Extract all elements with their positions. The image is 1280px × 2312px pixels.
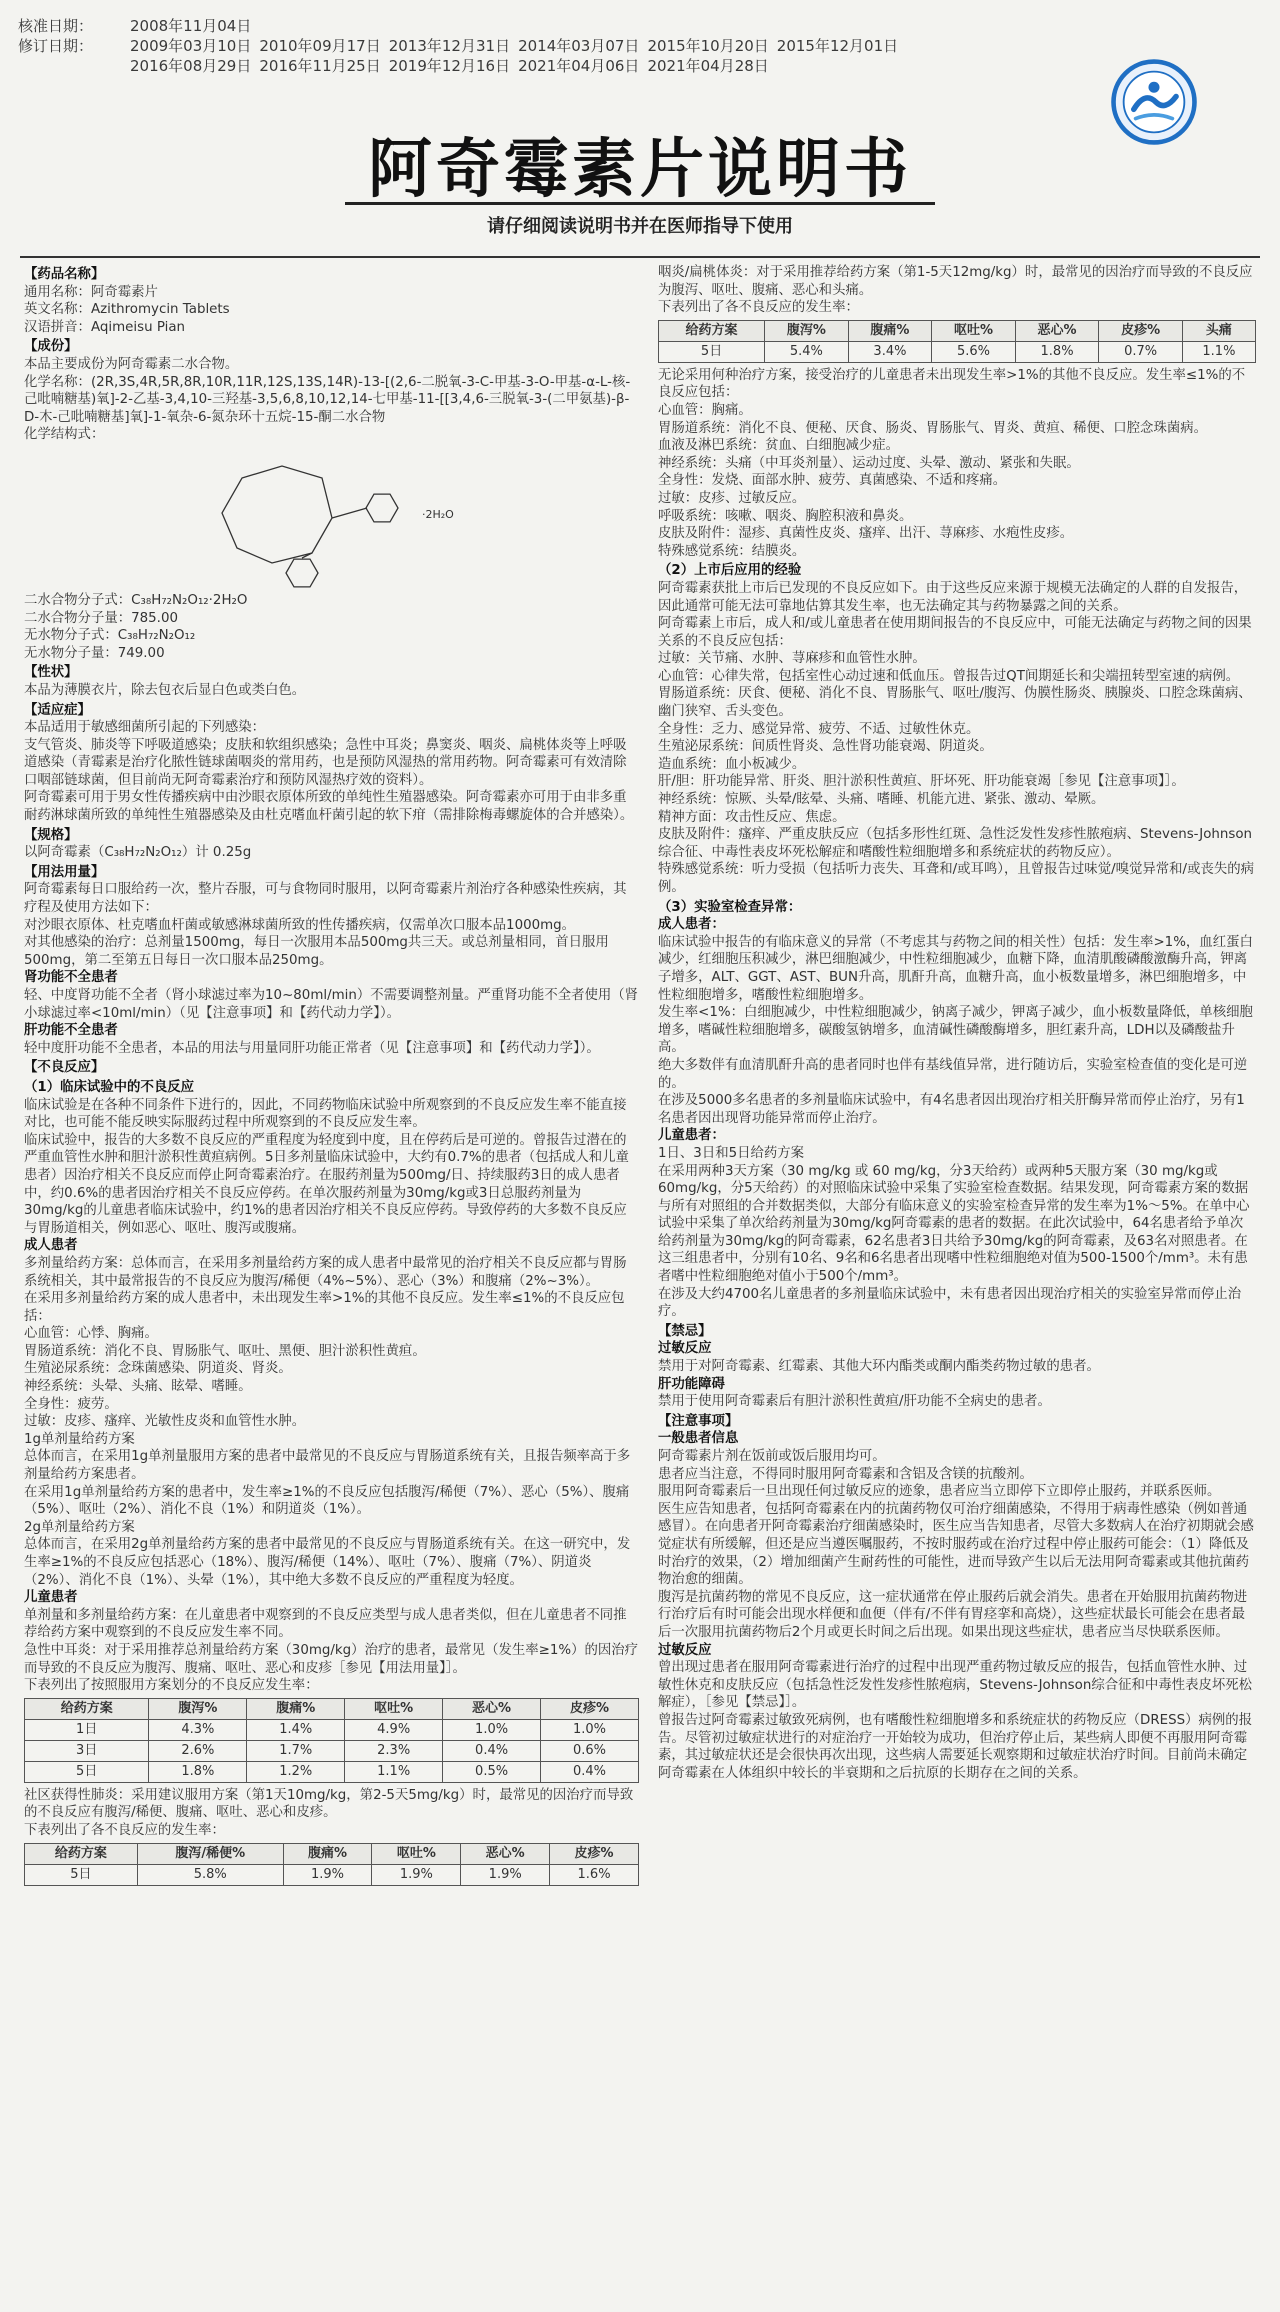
paragraph: 总体而言，在采用2g单剂量给药方案的患者中最常见的不良反应与胃肠道系统有关。在这一研究中，发生率≥1%的不良反应包括恶心（18%）、腹泻/稀便（14%）、呕吐（7%）、腹痛（7%）、阴道炎（2%）、消化不良（1%）、头晕（1%），其中绝大多数不良反应的严重程度为轻度。 xyxy=(24,1537,631,1588)
paragraph: 服用阿奇霉素后一旦出现任何过敏反应的迹象，患者应当立即停下立即停止服药，并联系医师。 xyxy=(658,1484,1221,1500)
paragraph: 精神方面：攻击性反应、焦虑。 xyxy=(658,809,846,825)
table-cell: 1.6% xyxy=(550,1864,639,1885)
table-cell: 5.4% xyxy=(765,341,849,362)
paragraph: 本品主要成份为阿奇霉素二水合物。 xyxy=(24,356,239,372)
table-cell: 5日 xyxy=(25,1864,138,1885)
section-heading: （3）实验室检查异常： xyxy=(658,899,802,915)
paragraph: 支气管炎、肺炎等下呼吸道感染；皮肤和软组织感染；急性中耳炎；鼻窦炎、咽炎、扁桃体炎等上呼吸道感染（青霉素是治疗化脓性链球菌咽炎的常用药，也是预防风湿热的常用药物。阿奇霉素可有效清除口咽部链球菌，但目前尚无阿奇霉素治疗和预防风湿热疗效的资料）。 xyxy=(24,737,627,788)
subsection-heading: 一般患者信息 xyxy=(658,1431,739,1447)
paragraph: 阿奇霉素每日口服给药一次，整片吞服，可与食物同时服用，以阿奇霉素片剂治疗各种感染性疾病，其疗程及使用方法如下： xyxy=(24,882,627,916)
subsection-heading: 过敏反应 xyxy=(658,1341,712,1357)
table-header-cell: 腹泻% xyxy=(765,320,849,341)
paragraph: 在采用1g单剂量给药方案的患者中，发生率≥1%的不良反应包括腹泻/稀便（7%）、恶心（5%）、腹痛（5%）、呕吐（2%）、消化不良（1%）和阴道炎（1%）。 xyxy=(24,1484,630,1518)
table-header-cell: 恶心% xyxy=(1015,320,1099,341)
paragraph: 阿奇霉素片剂在饭前或饭后服用均可。 xyxy=(658,1449,886,1464)
table-cell: 5.6% xyxy=(932,341,1016,362)
paragraph: 下表列出了各不良反应的发生率： xyxy=(24,1822,225,1838)
table-row xyxy=(25,1719,639,1740)
paragraph: 阿奇霉素获批上市后已发现的不良反应如下。由于这些反应来源于规模无法确定的人群的自发报告，因此通常可能无法可靠地估算其发生率，也无法确定其与药物暴露之间的关系。 xyxy=(658,580,1248,614)
paragraph: 患者应当注意，不得同时服用阿奇霉素和含铝及含镁的抗酸剂。 xyxy=(658,1466,1033,1482)
paragraph: 生殖泌尿系统：间质性肾炎、急性肾功能衰竭、阴道炎。 xyxy=(658,739,993,755)
paragraph: 本品适用于敏感细菌所引起的下列感染： xyxy=(24,720,266,736)
paragraph: 过敏：皮疹、瘙痒、光敏性皮炎和血管性水肿。 xyxy=(24,1414,306,1430)
paragraph: 医生应告知患者，包括阿奇霉素在内的抗菌药物仅可治疗细菌感染，不得用于病毒性感染（例如普通感冒）。在向患者开阿奇霉素治疗细菌感染时，医生应当告知患者，尽管大多数病人在治疗初期就会感觉症状有所缓解，但还是应当遵医嘱服药，不按时服药或在治疗过程中停止服药可能会：（1）降低及时治疗的效果，（2）增加细菌产生耐药性的可能性，进而导致产生以后无法用阿奇霉素或其他抗菌药物治愈的细菌。 xyxy=(658,1501,1254,1588)
subsection-heading: 肝功能不全患者 xyxy=(24,1023,118,1039)
paragraph: 全身性：乏力、感觉异常、疲劳、不适、过敏性休克。 xyxy=(658,721,980,737)
paragraph: 全身性：疲劳。 xyxy=(24,1396,118,1412)
paragraph: 神经系统：头痛（中耳炎剂量）、运动过度、头晕、激动、紧张和失眠。 xyxy=(658,455,1080,471)
paragraph: 造血系统：血小板减少。 xyxy=(658,756,806,772)
table-header-cell: 腹痛% xyxy=(848,320,932,341)
date-block xyxy=(18,16,906,76)
table-cell: 4.3% xyxy=(149,1719,247,1740)
paragraph: 神经系统：头晕、头痛、眩晕、嗜睡。 xyxy=(24,1379,252,1395)
paragraph: 在涉及5000多名患者的多剂量临床试验中，有4名患者因出现治疗相关肝酶异常而停止治疗，另有1名患者因出现肾功能异常而停止治疗。 xyxy=(658,1093,1245,1126)
table-header-cell: 腹痛% xyxy=(283,1843,372,1864)
subsection-heading: 儿童患者： xyxy=(658,1128,725,1144)
table-cell: 1.7% xyxy=(247,1740,345,1761)
paragraph: 过敏：皮疹、过敏反应。 xyxy=(658,490,806,506)
paragraph: 阿奇霉素上市后，成人和/或儿童患者在使用期间报告的不良反应中，可能无法确定与药物之间的因果关系的不良反应包括： xyxy=(658,616,1252,649)
paragraph: 英文名称：Azithromycin Tablets xyxy=(24,302,230,318)
table-cell: 1.9% xyxy=(461,1864,550,1885)
subsection-heading: 肾功能不全患者 xyxy=(24,970,118,986)
subsection-heading: 儿童患者 xyxy=(24,1590,78,1606)
paragraph: 胃肠道系统：消化不良、便秘、厌食、肠炎、胃肠胀气、胃炎、黄疸、稀便、口腔念珠菌病。 xyxy=(658,420,1208,436)
paragraph: 下表列出了各不良反应的发生率： xyxy=(658,300,859,316)
table-header-row xyxy=(25,1843,639,1864)
table-header-cell: 腹泻% xyxy=(149,1698,247,1719)
paragraph: 下表列出了按照服用方案划分的不良反应发生率： xyxy=(24,1678,319,1694)
paragraph: 心血管：心律失常，包括室性心动过速和低血压。曾报告过QT间期延长和尖端扭转型室速的病例。 xyxy=(658,668,1240,684)
table-row xyxy=(25,1864,639,1885)
paragraph: 以阿奇霉素（C₃₈H₇₂N₂O₁₂）计 0.25g xyxy=(24,845,252,861)
table-cell: 0.6% xyxy=(541,1740,639,1761)
header-rule xyxy=(20,256,1260,258)
table-cell: 1.9% xyxy=(372,1864,461,1885)
table-cell: 5日 xyxy=(25,1761,149,1782)
revise-date: 2016年11月25日 xyxy=(259,57,381,75)
paragraph: 全身性：发烧、面部水肿、疲劳、真菌感染、不适和疼痛。 xyxy=(658,473,1007,489)
table-cell: 1.0% xyxy=(541,1719,639,1740)
paragraph: 血液及淋巴系统：贫血、白细胞减少症。 xyxy=(658,438,900,454)
paragraph: 临床试验中报告的有临床意义的异常（不考虑其与药物之间的相关性）包括：发生率>1%，血红蛋白减少，红细胞压积减少，淋巴细胞减少，中性粒细胞减少，血糖下降，血清肌酸磷酸激酶升高，钾离子增多，ALT、GGT、AST、BUN升高，肌酐升高，血糖升高，血小板数量增多，淋巴细胞增多，中性粒细胞增多，嗜酸性粒细胞增多。 xyxy=(658,934,1253,1003)
revise-date: 2010年09月17日 xyxy=(259,37,381,55)
paragraph: 无水物分子式：C₃₈H₇₂N₂O₁₂ xyxy=(24,628,196,644)
paragraph: 1日、3日和5日给药方案 xyxy=(658,1145,805,1161)
table-cell: 2.3% xyxy=(345,1740,443,1761)
paragraph: 化学名称：(2R,3S,4R,5R,8R,10R,11R,12S,13S,14R)-13-[(2,6-二脱氧-3-C-甲基-3-O-甲基-α-L-核-己吡喃糖基)氧]-2-乙基-3,4,10-三羟基-3,5,6,8,10,12,14-七甲基-11-[[3,4,6-三脱氧-3-(二甲氨基)-β-D-木-己吡喃糖基]氧]-1-氧杂-6-氮杂环十五烷-15-酮二水合物 xyxy=(24,374,631,425)
paragraph: 临床试验是在各种不同条件下进行的，因此，不同药物临床试验中所观察到的不良反应发生率不能直接对比，也可能不能反映实际服药过程中所观察到的不良反应发生率。 xyxy=(24,1097,627,1131)
revise-date: 2015年12月01日 xyxy=(776,37,899,55)
table-header-cell: 恶心% xyxy=(443,1698,541,1719)
section-heading: （2）上市后应用的经验 xyxy=(658,563,802,579)
paragraph: 在采用多剂量给药方案的成人患者中，未出现发生率>1%的其他不良反应。发生率≤1%的不良反应包括： xyxy=(24,1291,625,1324)
revise-label: 修订日期： xyxy=(18,37,94,55)
paragraph: 化学结构式： xyxy=(24,427,105,443)
paragraph: 心血管：胸痛。 xyxy=(658,402,752,418)
table-cell: 0.7% xyxy=(1099,341,1183,362)
revise-date: 2009年03月10日 xyxy=(130,37,252,55)
page-subtitle: 请仔细阅读说明书并在医师指导下使用 xyxy=(487,216,793,237)
table-header-row xyxy=(659,320,1256,341)
paragraph: 曾出现过患者在服用阿奇霉素进行治疗的过程中出现严重药物过敏反应的报告，包括血管性水肿、过敏性休克和皮肤反应（包括急性泛发性发疹性脓疱病，Stevens-Johnson综合征和中毒性表皮坏死松解症），［参见【禁忌】］。 xyxy=(658,1660,1253,1711)
table-cell: 5日 xyxy=(659,341,765,362)
paragraph: 无论采用何种治疗方案，接受治疗的儿童患者未出现发生率>1%的其他不良反应。发生率≤1%的不良反应包括： xyxy=(658,367,1246,401)
paragraph: 绝大多数伴有血清肌酐升高的患者同时也伴有基线值异常，进行随访后，实验室检查值的变化是可逆的。 xyxy=(658,1057,1248,1091)
paragraph: 汉语拼音：Aqimeisu Pian xyxy=(24,319,186,335)
table-header-cell: 腹痛% xyxy=(247,1698,345,1719)
revise-dates-line1 xyxy=(130,36,906,56)
paragraph: 轻中度肝功能不全患者，本品的用法与用量同肝功能正常者（见【注意事项】和【药代动力学】）。 xyxy=(24,1040,600,1056)
paragraph: 二水合物分子式：C₃₈H₇₂N₂O₁₂·2H₂O xyxy=(24,592,248,608)
table-cell: 1.9% xyxy=(283,1864,372,1885)
paragraph: 单剂量和多剂量给药方案：在儿童患者中观察到的不良反应类型与成人患者类似，但在儿童患者不同推荐给药方案中观察到的不良反应发生率不同。 xyxy=(24,1607,627,1641)
hydrate-label: ·2H₂O xyxy=(421,507,454,521)
subsection-heading: 成人患者： xyxy=(658,917,725,933)
section-heading: 【注意事项】 xyxy=(658,1413,739,1429)
paragraph: 1g单剂量给药方案 xyxy=(24,1431,135,1447)
paragraph: 通用名称：阿奇霉素片 xyxy=(24,284,158,300)
paragraph: 2g单剂量给药方案 xyxy=(24,1519,135,1535)
table-header-cell: 皮疹% xyxy=(1099,320,1183,341)
section-heading: 【规格】 xyxy=(24,827,78,843)
table-header-cell: 给药方案 xyxy=(659,320,765,341)
section-heading: 【性状】 xyxy=(24,665,78,681)
revise-date: 2016年08月29日 xyxy=(130,57,252,75)
subsection-heading: 肝功能障碍 xyxy=(658,1376,725,1392)
paragraph: 生殖泌尿系统：念珠菌感染、阴道炎、肾炎。 xyxy=(24,1361,292,1377)
table-cell: 5.8% xyxy=(137,1864,283,1885)
paragraph: 对沙眼衣原体、杜克嗜血杆菌或敏感淋球菌所致的性传播疾病，仅需单次口服本品1000mg。 xyxy=(24,917,576,933)
table-row xyxy=(25,1740,639,1761)
table-cell: 1.1% xyxy=(345,1761,443,1782)
paragraph: 急性中耳炎：对于采用推荐总剂量给药方案（30mg/kg）治疗的患者，最常见（发生率≥1%）的因治疗而导致的不良反应为腹泻、腹痛、呕吐、恶心和皮疹［参见【用法用量】］。 xyxy=(24,1642,639,1676)
table-header-cell: 给药方案 xyxy=(25,1698,149,1719)
revise-date: 2021年04月06日 xyxy=(518,57,640,75)
table-cell: 3.4% xyxy=(848,341,932,362)
molecule-structure-icon xyxy=(182,448,482,588)
paragraph: 胃肠道系统：消化不良、胃肠胀气、呕吐、黑便、胆汁淤积性黄疸。 xyxy=(24,1343,426,1359)
revise-dates-line2 xyxy=(130,56,777,76)
section-heading: 【禁忌】 xyxy=(658,1323,712,1339)
section-heading: 【成份】 xyxy=(24,339,78,355)
adverse-reaction-table xyxy=(24,1698,639,1783)
table-header-cell: 皮疹% xyxy=(541,1698,639,1719)
paragraph: 过敏：关节痛、水肿、荨麻疹和血管性水肿。 xyxy=(658,651,926,667)
section-heading: 【用法用量】 xyxy=(24,864,105,880)
table-header-cell: 给药方案 xyxy=(25,1843,138,1864)
table-row xyxy=(25,1761,639,1782)
table-cell: 1.4% xyxy=(247,1719,345,1740)
table-cell: 3日 xyxy=(25,1740,149,1761)
table-header-cell: 皮疹% xyxy=(550,1843,639,1864)
table-cell: 1.2% xyxy=(247,1761,345,1782)
paragraph: 阿奇霉素可用于男女性传播疾病中由沙眼衣原体所致的单纯性生殖器感染。阿奇霉素亦可用于由非多重耐药淋球菌所致的单纯性生殖器感染及由杜克嗜血杆菌引起的软下疳（需排除梅毒螺旋体的合并感染）。 xyxy=(24,790,634,824)
paragraph: 临床试验中，报告的大多数不良反应的严重程度为轻度到中度，且在停药后是可逆的。曾报告过潜在的严重血管性水肿和胆汁淤积性黄疸病例。5日多剂量临床试验中，大约有0.7%的患者（包括成人和儿童患者）因治疗相关不良反应而停止阿奇霉素治疗。在服药剂量为500mg/日、持续服药3日的成人患者中，约0.6%的患者因治疗相关不良反应停药。在单次服药剂量为30mg/kg或3日总服药剂量为30mg/kg的儿童患者临床试验中，约1%的患者因治疗相关不良反应停药。导致停药的大多数不良反应与胃肠道相关，例如恶心、呕吐、腹泻或腹痛。 xyxy=(24,1132,629,1236)
paragraph: 多剂量给药方案：总体而言，在采用多剂量给药方案的成人患者中最常见的治疗相关不良反应都与胃肠系统相关，其中最常报告的不良反应为腹泻/稀便（4%~5%）、恶心（3%）和腹痛（2%~3%）。 xyxy=(24,1255,627,1289)
revise-date: 2021年04月28日 xyxy=(647,57,769,75)
left-column xyxy=(24,264,639,1890)
paragraph: 本品为薄膜衣片，除去包衣后显白色或类白色。 xyxy=(24,682,306,698)
paragraph: 神经系统：惊厥、头晕/眩晕、头痛、嗜睡、机能亢进、紧张、激动、晕厥。 xyxy=(658,792,1105,808)
section-heading: 【药品名称】 xyxy=(24,267,105,282)
table-header-cell: 呕吐% xyxy=(372,1843,461,1864)
table-cell: 4.9% xyxy=(345,1719,443,1740)
paragraph: 肝/胆：肝功能异常、肝炎、胆汁淤积性黄疸、肝坏死、肝功能衰竭［参见【注意事项】］。 xyxy=(658,774,1185,790)
approve-date: 2008年11月04日 xyxy=(130,17,252,35)
table-cell: 2.6% xyxy=(149,1740,247,1761)
paragraph: 二水合物分子量：785.00 xyxy=(24,610,178,626)
paragraph: 在涉及大约4700名儿童患者的多剂量临床试验中，未有患者因出现治疗相关的实验室异常而停止治疗。 xyxy=(658,1286,1242,1320)
paragraph: 禁用于对阿奇霉素、红霉素、其他大环内酯类或酮内酯类药物过敏的患者。 xyxy=(658,1359,1100,1375)
paragraph: 皮肤及附件：湿疹、真菌性皮炎、瘙痒、出汗、荨麻疹、水疱性皮疹。 xyxy=(658,526,1074,542)
table-cell: 1.0% xyxy=(443,1719,541,1740)
table-header-cell: 恶心% xyxy=(461,1843,550,1864)
title-divider xyxy=(345,202,935,205)
revise-date: 2015年10月20日 xyxy=(647,37,769,55)
paragraph: 腹泻是抗菌药物的常见不良反应，这一症状通常在停止服药后就会消失。患者在开始服用抗菌药物进行治疗后有时可能会出现水样便和血便（伴有/不伴有胃痉挛和高烧），这些症状最长可能会在患者最后一次服用抗菌药物后2个月或更长时间之后出现。如果出现这些症状，患者应当尽快联系医师。 xyxy=(658,1589,1248,1640)
revise-date: 2014年03月07日 xyxy=(518,37,640,55)
table-row xyxy=(659,341,1256,362)
adverse-reaction-table xyxy=(658,320,1256,363)
table-cell: 1.8% xyxy=(149,1761,247,1782)
table-cell: 1.1% xyxy=(1182,341,1255,362)
table-header-cell: 呕吐% xyxy=(932,320,1016,341)
table-header-row xyxy=(25,1698,639,1719)
paragraph: 禁用于使用阿奇霉素后有胆汁淤积性黄疸/肝功能不全病史的患者。 xyxy=(658,1394,1051,1410)
adverse-reaction-table xyxy=(24,1843,639,1886)
table-cell: 0.5% xyxy=(443,1761,541,1782)
right-column xyxy=(658,264,1256,1782)
paragraph: 社区获得性肺炎：采用建议服用方案（第1天10mg/kg，第2-5天5mg/kg）时，最常见的因治疗而导致的不良反应有腹泻/稀便、腹痛、呕吐、恶心和皮疹。 xyxy=(24,1787,634,1821)
paragraph: 皮肤及附件：瘙痒、严重皮肤反应（包括多形性红斑、急性泛发性发疹性脓疱病、Stevens-Johnson综合征、中毒性表皮坏死松解症和嗜酸性粒细胞增多和系统症状的药物反应）。 xyxy=(658,827,1253,860)
paragraph: 特殊感觉系统：听力受损（包括听力丧失、耳聋和/或耳鸣），且曾报告过味觉/嗅觉异常和/或丧失的病例。 xyxy=(658,862,1255,895)
table-header-cell: 头痛 xyxy=(1182,320,1255,341)
table-cell: 0.4% xyxy=(443,1740,541,1761)
revise-date: 2013年12月31日 xyxy=(388,37,511,55)
paragraph: 胃肠道系统：厌食、便秘、消化不良、胃肠胀气、呕吐/腹泻、伪膜性肠炎、胰腺炎、口腔念珠菌病、幽门狭窄、舌头变色。 xyxy=(658,686,1252,720)
table-cell: 1.8% xyxy=(1015,341,1099,362)
table-cell: 0.4% xyxy=(541,1761,639,1782)
paragraph: 特殊感觉系统：结膜炎。 xyxy=(658,543,806,559)
paragraph: 无水物分子量：749.00 xyxy=(24,645,165,661)
approve-label: 核准日期： xyxy=(18,17,94,35)
paragraph: 对其他感染的治疗：总剂量1500mg，每日一次服用本品500mg共三天。或总剂量相同，首日服用500mg，第二至第五日每日一次口服本品250mg。 xyxy=(24,935,609,968)
table-header-cell: 腹泻/稀便% xyxy=(137,1843,283,1864)
paragraph: 呼吸系统：咳嗽、咽炎、胸腔积液和鼻炎。 xyxy=(658,508,913,524)
paragraph: 曾报告过阿奇霉素过敏致死病例，也有嗜酸性粒细胞增多和系统症状的药物反应（DRESS）病例的报告。尽管初过敏症状进行的对症治疗一开始较为成功，但治疗停止后，某些病人即便不再服用阿奇霉素，其过敏症状还是会很快再次出现，这些病人需要延长观察期和过敏症状治疗时间。目前尚未确定阿奇霉素在人体组织中较长的半衰期和之后抗原的长期存在之间的关系。 xyxy=(658,1712,1253,1781)
paragraph: 在采用两种3天方案（30 mg/kg 或 60 mg/kg，分3天给药）或两种5天服方案（30 mg/kg或60mg/kg，分5天给药）的对照临床试验中采集了实验室检查数据。结果发现，阿奇霉素方案的数据与所有对照组的合并数据类似，大部分有临床意义的实验室检查异常的发生率为1%～5%。在单中心试验中采集了单次给药剂量为30mg/kg阿奇霉素的患者的数据。在此次试验中，64名患者给予单次给药剂量为30mg/kg的阿奇霉素，62名患者3日共给予30mg/kg的阿奇霉素，及63名对照患者。在这三组患者中，分别有10名、9名和6名患者出现嗜中性粒细胞绝对值为500-1500个/mm³。未有患者嗜中性粒细胞绝对值小于500个/mm³。 xyxy=(658,1163,1250,1285)
page-title: 阿奇霉素片说明书 xyxy=(368,133,912,207)
subsection-heading: 过敏反应 xyxy=(658,1642,712,1658)
subsection-heading: 成人患者 xyxy=(24,1238,78,1254)
table-cell: 1日 xyxy=(25,1719,149,1740)
paragraph: 总体而言，在采用1g单剂量服用方案的患者中最常见的不良反应与胃肠道系统有关，且报告频率高于多剂量给药方案患者。 xyxy=(24,1449,631,1483)
revise-date: 2019年12月16日 xyxy=(388,57,511,75)
paragraph: 发生率<1%：白细胞减少，中性粒细胞减少，钠离子减少，钾离子减少，血小板数量降低，单核细胞增多，嗜碱性粒细胞增多，碳酸氢钠增多，血清碱性磷酸酶增多，胆红素升高，LDH以及磷酸盐升高。 xyxy=(658,1005,1253,1056)
section-heading: 【适应症】 xyxy=(24,702,91,718)
chemical-structure xyxy=(24,444,639,592)
table-header-cell: 呕吐% xyxy=(345,1698,443,1719)
paragraph: 轻、中度肾功能不全者（肾小球滤过率为10~80ml/min）不需要调整剂量。严重肾功能不全者使用（肾小球滤过率<10ml/min）（见【注意事项】和【药代动力学】）。 xyxy=(24,988,639,1021)
section-heading: （1）临床试验中的不良反应 xyxy=(24,1079,195,1095)
paragraph: 咽炎/扁桃体炎：对于采用推荐给药方案（第1-5天12mg/kg）时，最常见的因治疗而导致的不良反应为腹泻、呕吐、腹痛、恶心和头痛。 xyxy=(658,265,1253,298)
paragraph: 心血管：心悸、胸痛。 xyxy=(24,1326,158,1342)
section-heading: 【不良反应】 xyxy=(24,1060,105,1076)
